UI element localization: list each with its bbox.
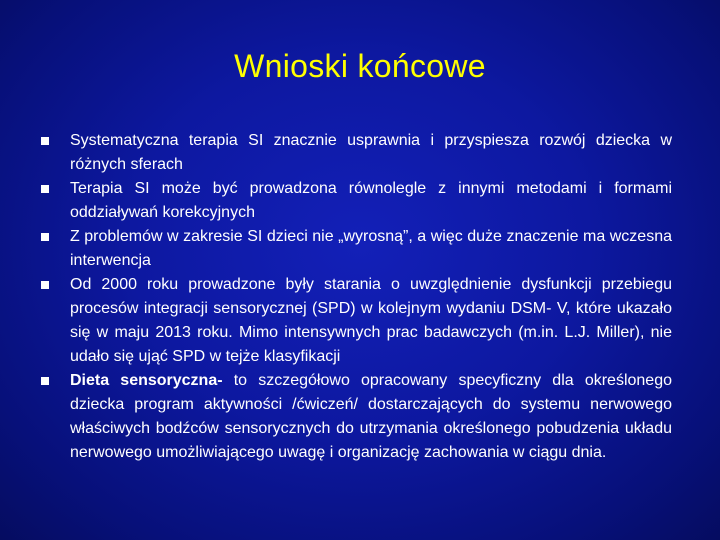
bullet-text: Terapia SI może być prowadzona równolegle z innymi metodami i formami oddziaływań korekcyjnych xyxy=(70,180,672,221)
list-item xyxy=(40,129,672,177)
bullet-text: to szczegółowo opracowany specyficzny dla określonego dziecka program aktywności /ćwiczeń/ dostarczających do systemu nerwowego właściwych bodźców sensorycznych do utrzymania określonego pobudzenia układu nerwowego umożliwiającego uwagę i organizację zachowania w ciągu dnia. xyxy=(70,372,672,461)
square-bullet-icon xyxy=(41,137,49,145)
bullet-list xyxy=(40,129,672,465)
bullet-text: Systematyczna terapia SI znacznie usprawnia i przyspiesza rozwój dziecka w różnych sferach xyxy=(70,132,672,173)
list-item xyxy=(40,273,672,369)
square-bullet-icon xyxy=(41,233,49,241)
square-bullet-icon xyxy=(41,281,49,289)
bullet-text: Z problemów w zakresie SI dzieci nie „wyrosną”, a więc duże znaczenie ma wczesna interwencja xyxy=(70,228,672,269)
list-item xyxy=(40,177,672,225)
bullet-lead-term: Dieta sensoryczna- xyxy=(70,372,223,389)
square-bullet-icon xyxy=(41,377,49,385)
slide-title: Wnioski końcowe xyxy=(234,48,486,84)
bullet-text: Od 2000 roku prowadzone były starania o uwzględnienie dysfunkcji przebiegu procesów integracji sensorycznej (SPD) w kolejnym wydaniu DSM- V, które ukazało się w maju 2013 roku. Mimo intensywnych prac badawczych (m.in. L.J. Miller), nie udało się ująć SPD w tejże klasyfikacji xyxy=(70,276,672,365)
square-bullet-icon xyxy=(41,185,49,193)
list-item xyxy=(40,369,672,465)
list-item xyxy=(40,225,672,273)
